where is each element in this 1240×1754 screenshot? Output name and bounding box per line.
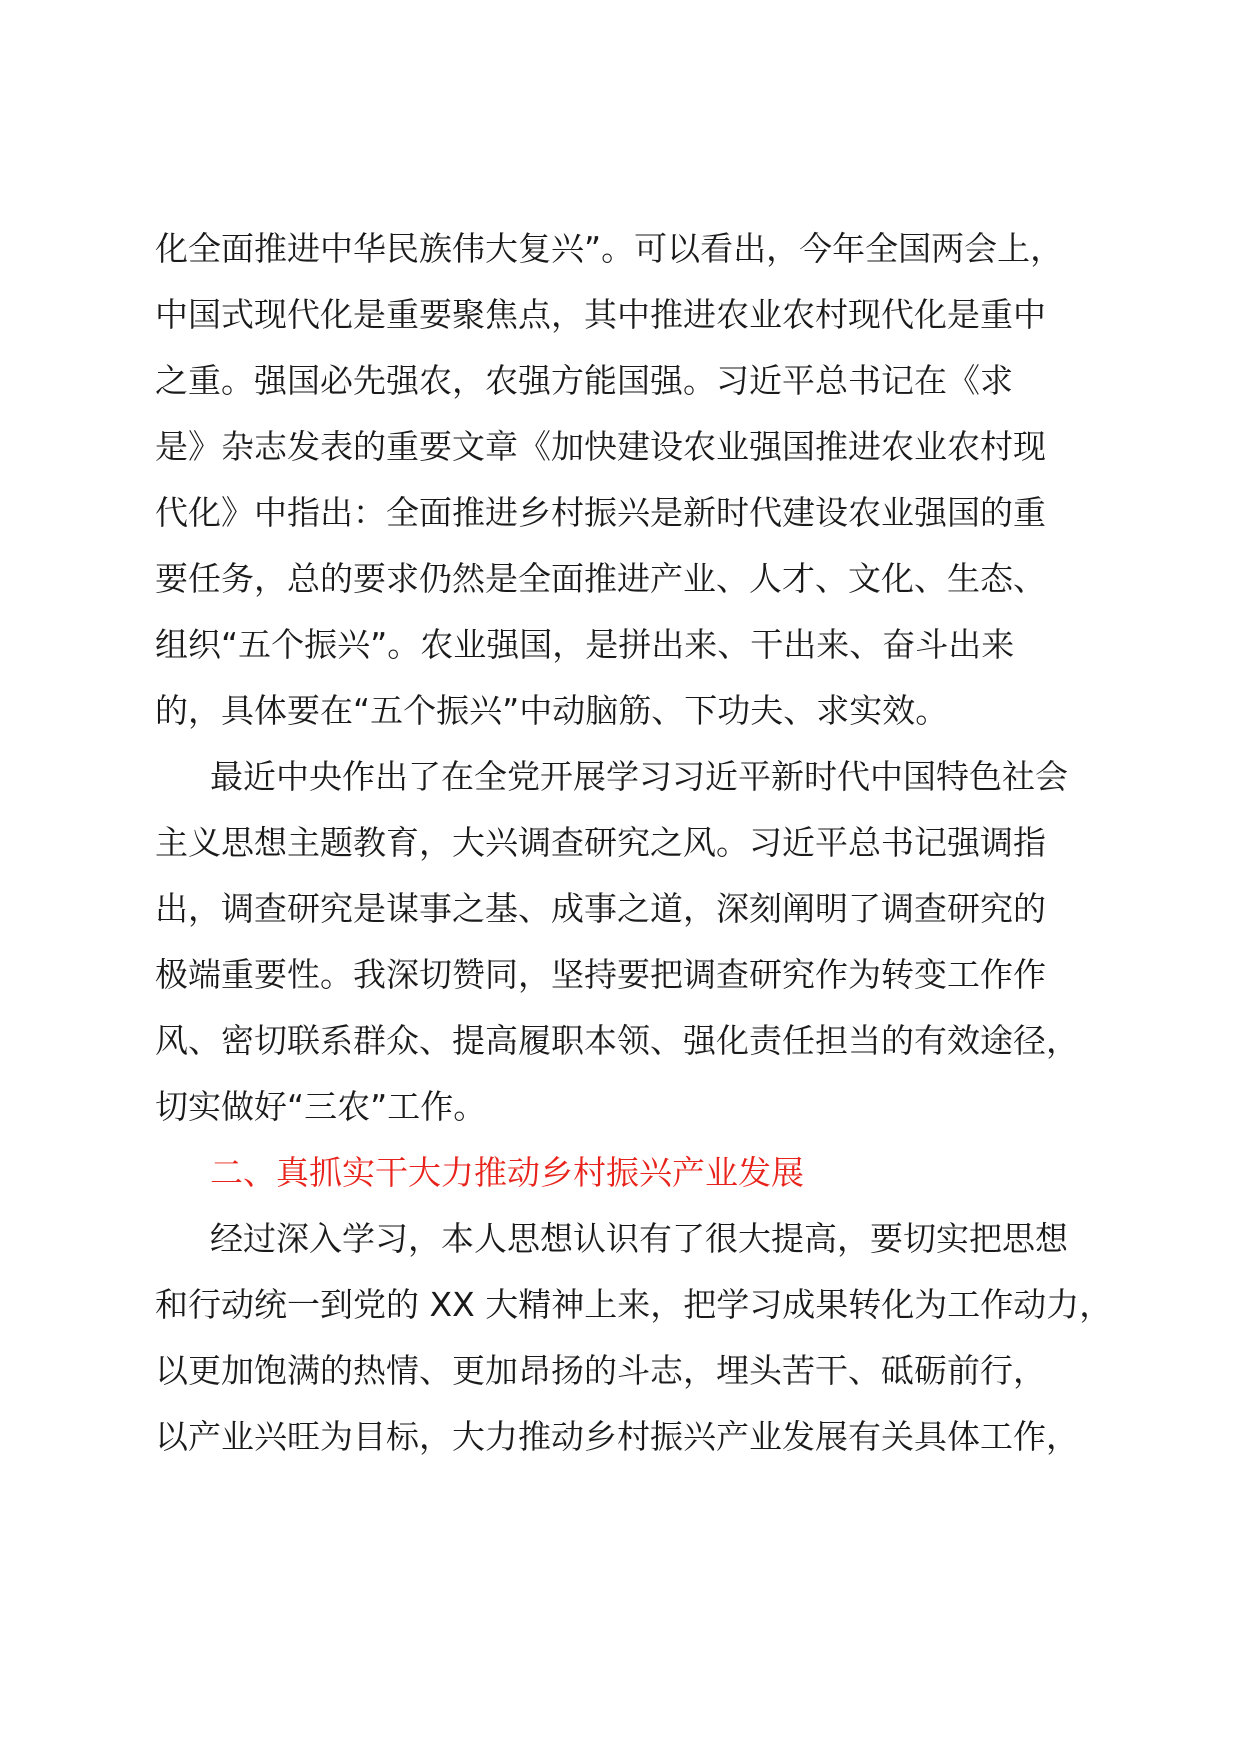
text-line: 化全面推进中华民族伟大复兴”。可以看出，今年全国两会上，	[155, 229, 1064, 268]
text-line: 代化》中指出：全面推进乡村振兴是新时代建设农业强国的重	[155, 493, 1046, 532]
text-line: 最近中央作出了在全党开展学习习近平新时代中国特色社会	[210, 757, 1068, 796]
section-heading: 二、真抓实干大力推动乡村振兴产业发展	[210, 1153, 804, 1192]
text-line: 的，具体要在“五个振兴”中动脑筋、下功夫、求实效。	[155, 691, 949, 730]
text-line: 风、密切联系群众、提高履职本领、强化责任担当的有效途径，	[155, 1021, 1079, 1060]
text-line: 以产业兴旺为目标，大力推动乡村振兴产业发展有关具体工作，	[155, 1417, 1079, 1456]
text-line: 出，调查研究是谋事之基、成事之道，深刻阐明了调查研究的	[155, 889, 1046, 928]
text-line: 要任务，总的要求仍然是全面推进产业、人才、文化、生态、	[155, 559, 1046, 598]
paragraph-research	[155, 744, 1115, 1140]
text-line: 经过深入学习，本人思想认识有了很大提高，要切实把思想	[210, 1219, 1068, 1258]
text-line: 之重。强国必先强农，农强方能国强。习近平总书记在《求	[155, 361, 1013, 400]
text-line: 切实做好“三农”工作。	[155, 1087, 487, 1126]
text-line: 和行动统一到党的 XX 大精神上来，把学习成果转化为工作动力，	[155, 1285, 1113, 1324]
text-line: 以更加饱满的热情、更加昂扬的斗志，埋头苦干、砥砺前行，	[155, 1351, 1046, 1390]
text-line: 是》杂志发表的重要文章《加快建设农业强国推进农业农村现	[155, 427, 1046, 466]
text-line: 组织“五个振兴”。农业强国，是拼出来、干出来、奋斗出来	[155, 625, 1015, 664]
paragraph-continuation	[155, 216, 1115, 744]
text-line: 主义思想主题教育，大兴调查研究之风。习近平总书记强调指	[155, 823, 1046, 862]
text-line: 中国式现代化是重要聚焦点，其中推进农业农村现代化是重中	[155, 295, 1046, 334]
document-body	[155, 216, 1115, 1470]
paragraph-study	[155, 1206, 1115, 1470]
text-line: 极端重要性。我深切赞同，坚持要把调查研究作为转变工作作	[155, 955, 1046, 994]
